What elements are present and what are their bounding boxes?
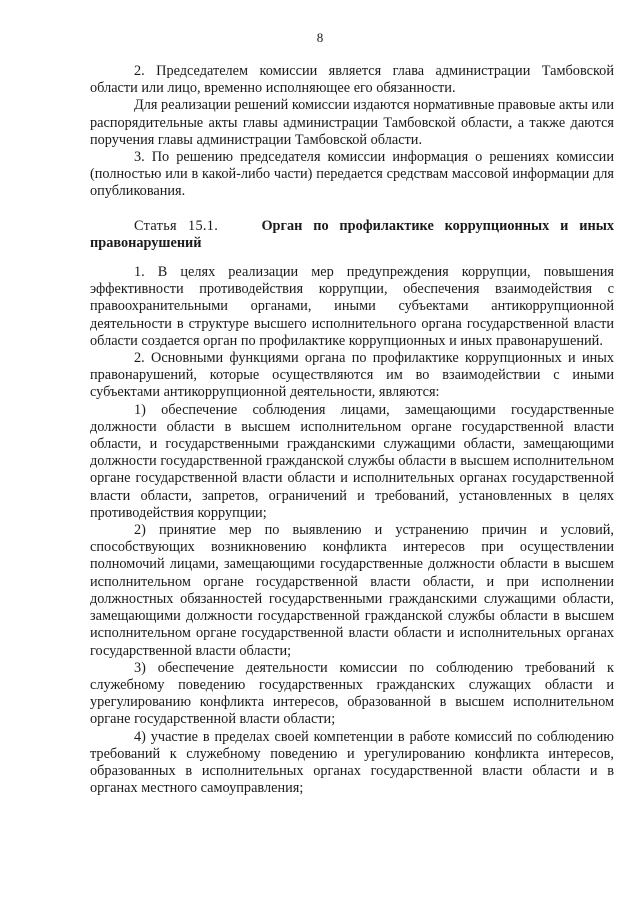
page-number: 8 xyxy=(316,30,324,45)
paragraph-functions: 2. Основными функциями органа по профилактике коррупционных и иных правонарушений, которые осуществляются им во взаимодействии с иными субъектами антикоррупционной деятельности, являются: xyxy=(90,350,614,401)
list-item-function-2: 2) принятие мер по выявлению и устранению причин и условий, способствующих возникновению конфликта интересов при осуществлении полномочий лицами, замещающими государственные должности области в высшем исполнительном органе государственной власти области, и при исполнении должностных обязанностей государственными гражданскими служащими области, замещающими должности государственной гражданской службы области в высшем исполнительном органе государственной власти области и исполнительных органах государственной власти области; xyxy=(90,522,614,659)
paragraph-media: 3. По решению председателя комиссии информация о решениях комиссии (полностью или в какой-либо части) передается средствам массовой информации для опубликования. xyxy=(90,149,614,200)
article-heading xyxy=(90,218,614,252)
document-body xyxy=(90,63,614,797)
article-title: Орган по профилактике коррупционных и иных правонарушений xyxy=(90,217,615,251)
list-item-function-1: 1) обеспечение соблюдения лицами, замещающими государственные должности области в высшем исполнительном органе государственной власти области, и государственными гражданскими служащими области, замещающими должности государственной гражданской службы области в высшем исполнительном органе государственной власти области и исполнительных органах государственной власти области, запретов, ограничений и требований, установленных в целях противодействия коррупции; xyxy=(90,401,614,521)
list-item-function-4: 4) участие в пределах своей компетенции в работе комиссий по соблюдению требований к служебному поведению и урегулированию конфликта интересов, образованных в исполнительных органах государственной власти области и в органах местного самоуправления; xyxy=(90,728,614,797)
paragraph-body-creation: 1. В целях реализации мер предупреждения коррупции, повышения эффективности противодействия коррупции, обеспечения взаимодействия с правоохранительными органами, иными субъектами антикоррупционной деятельности в структуре высшего исполнительного органа государственной власти области создается орган по профилактике коррупционных и иных правонарушений. xyxy=(90,264,614,349)
paragraph-chairman: 2. Председателем комиссии является глава администрации Тамбовской области или лицо, временно исполняющее его обязанности. xyxy=(90,63,614,97)
article-label: Статья 15.1. xyxy=(134,217,219,234)
list-item-function-3: 3) обеспечение деятельности комиссии по соблюдению требований к служебному поведению государственных гражданских служащих области и урегулированию конфликта интересов, образованной в высшем исполнительном органе государственной власти области; xyxy=(90,659,614,728)
paragraph-decisions: Для реализации решений комиссии издаются нормативные правовые акты или распорядительные акты главы администрации Тамбовской области, а также даются поручения главы администрации Тамбовской области. xyxy=(90,97,614,148)
